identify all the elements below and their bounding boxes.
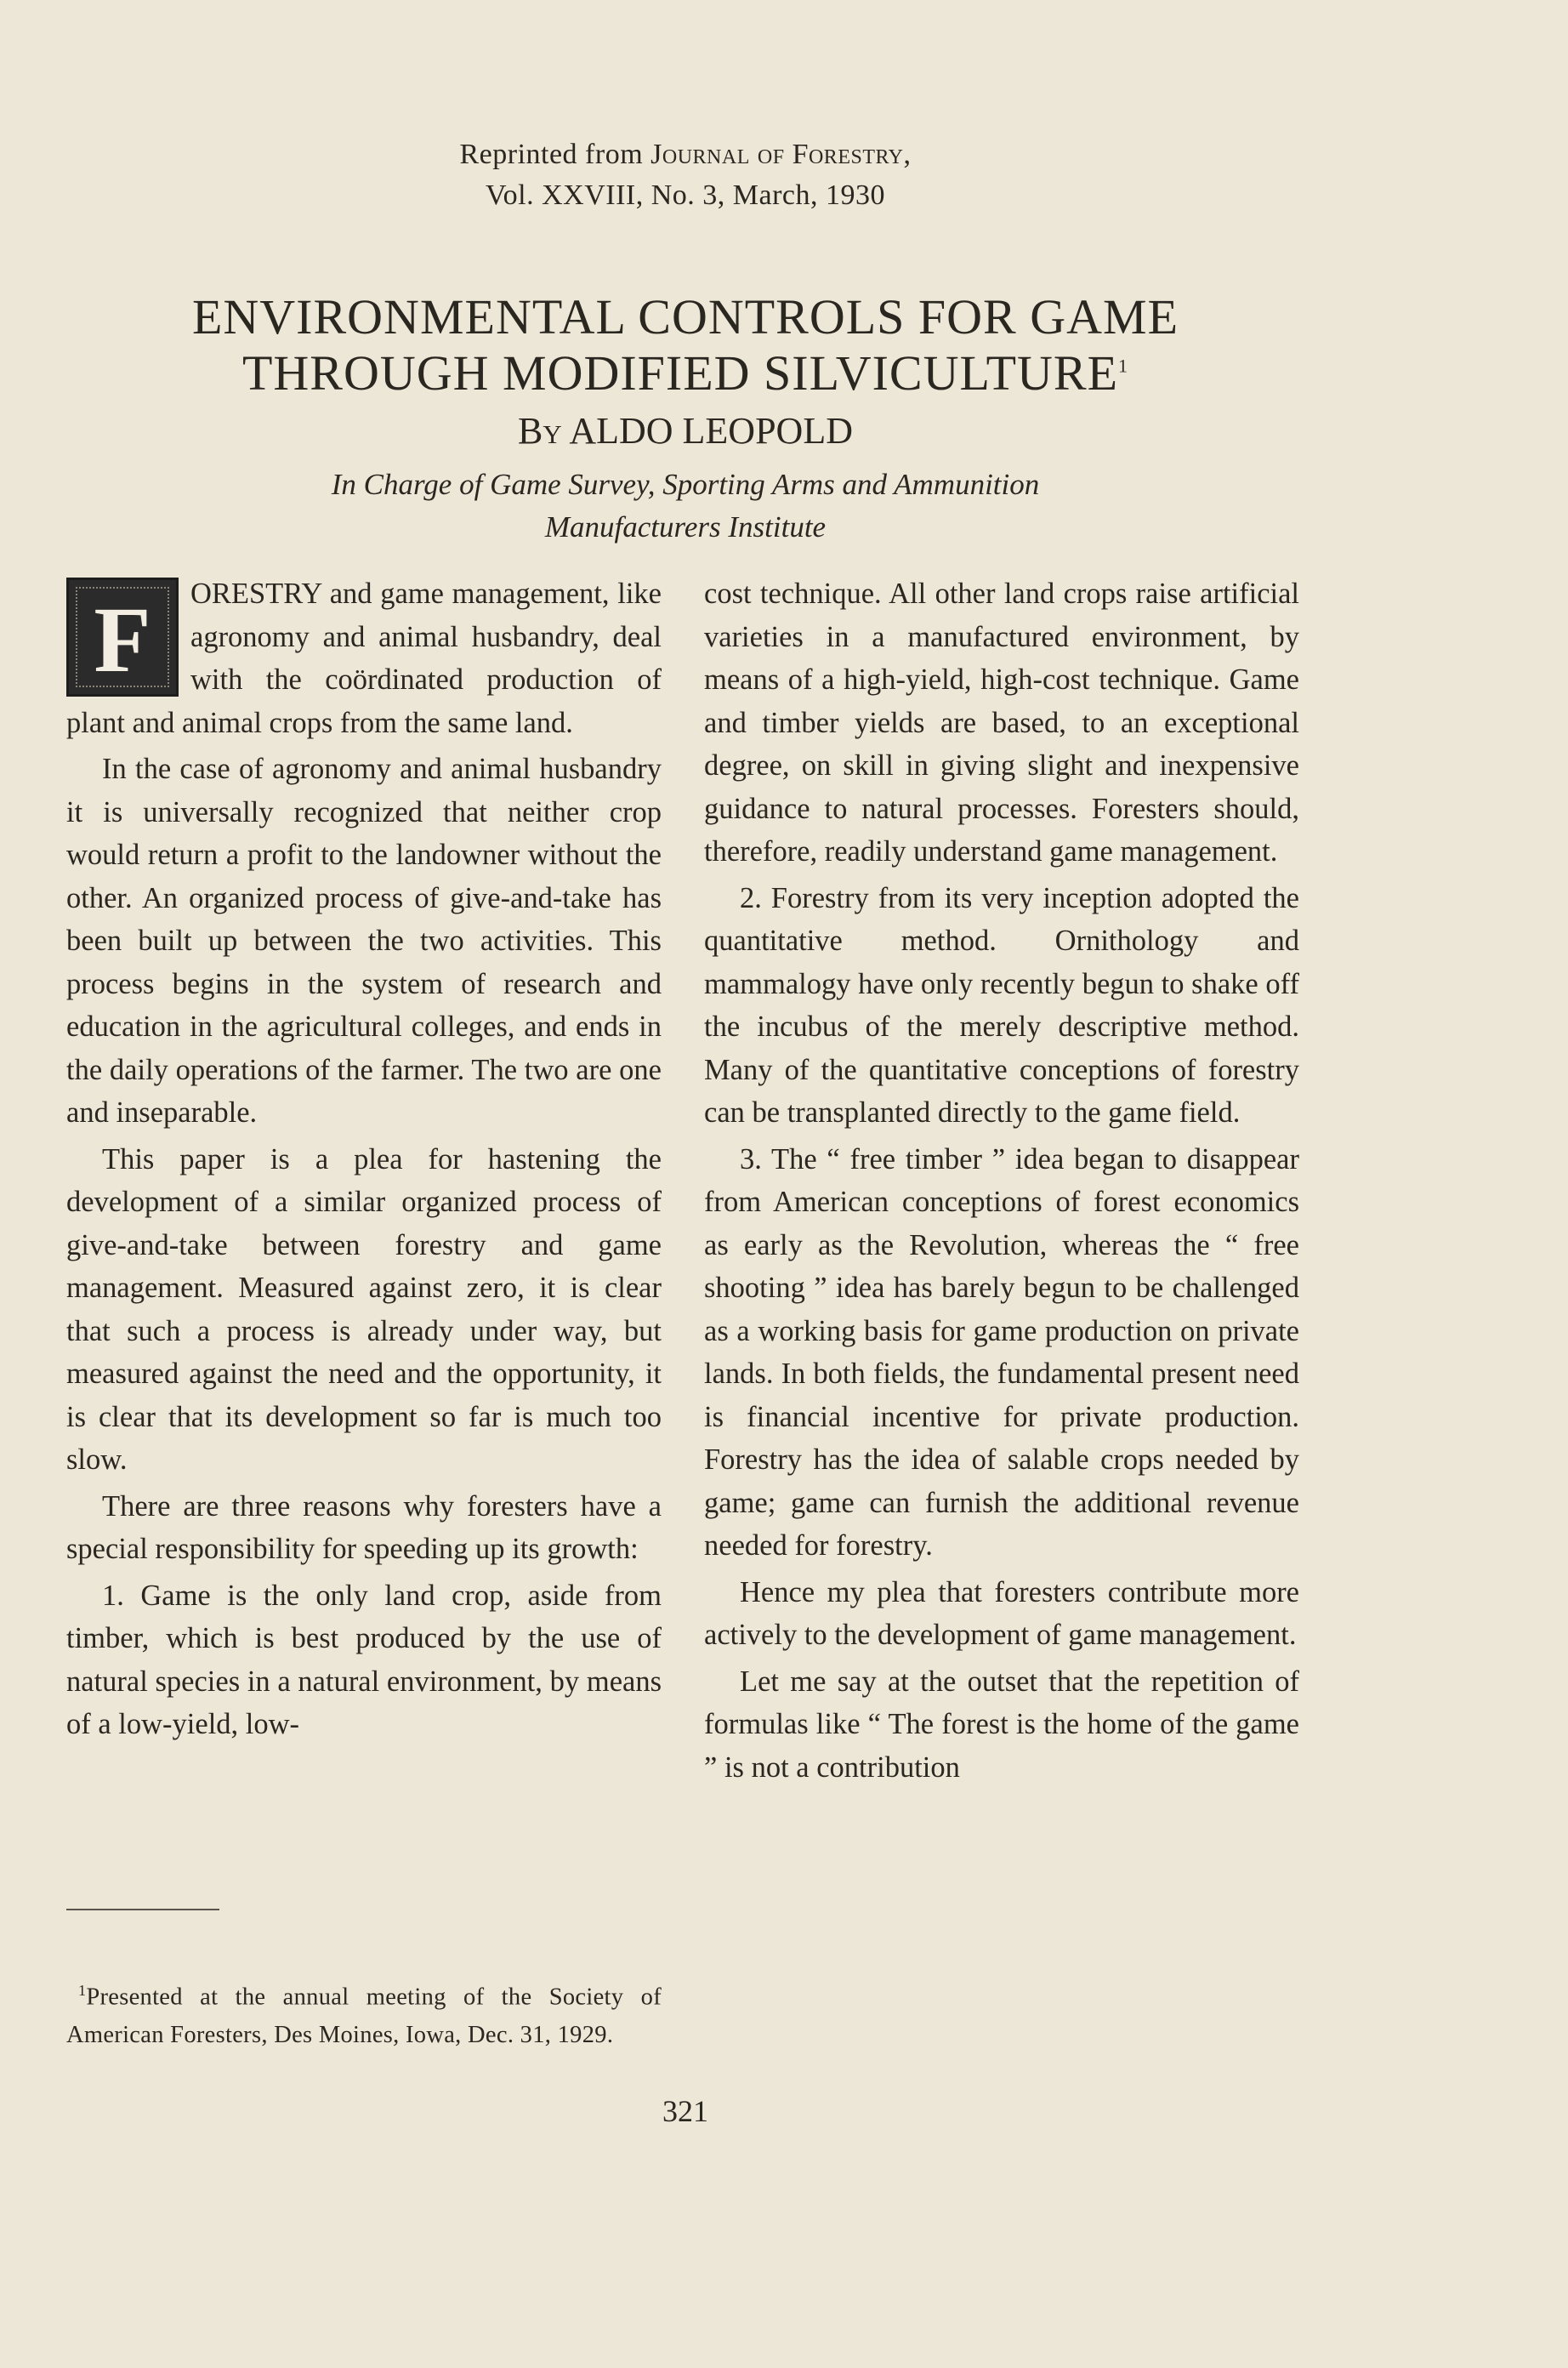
- left-column: [66, 572, 662, 1746]
- paragraph: There are three reasons why foresters have a special responsibility for speeding up its growth:: [66, 1489, 662, 1565]
- page-number: 321: [662, 2094, 708, 2128]
- byline-prefix: By: [518, 410, 562, 452]
- paragraph: 3. The “ free timber ” idea began to disappear from American conceptions of forest economics as early as the Revolution, whereas the “ free shooting ” idea has barely begun to be challenged as a working basis for game production on private lands. In both fields, the fundamental present need is financial incentive for private production. Forestry has the idea of salable crops needed by game; game can furnish the additional revenue needed for forestry.: [704, 1142, 1299, 1562]
- footnote-marker: 1: [78, 1982, 87, 1999]
- footnote-text: Presented at the annual meeting of the Society of American Foresters, Des Moines, Iowa, Dec. 31, 1929.: [66, 1984, 662, 2048]
- paragraph: 1. Game is the only land crop, aside from timber, which is best produced by the use of natural species in a natural environment, by means of a low-yield, low-: [66, 1579, 662, 1740]
- reprint-line-1: Reprinted from Journal of Forestry,: [459, 139, 912, 170]
- title-line-2: THROUGH MODIFIED SILVICULTURE$^1$: [241, 345, 1129, 401]
- author-name: ALDO LEOPOLD: [569, 410, 853, 452]
- byline: [0, 408, 1371, 454]
- article-title: [153, 289, 1218, 401]
- reprint-line-2: Vol. XXVIII, No. 3, March, 1930: [485, 179, 886, 211]
- paragraph: ORESTRY and game management, like agronomy and animal husbandry, deal with the coördinated production of plant and animal crops from the same land.: [66, 578, 662, 739]
- title-line-1: ENVIRONMENTAL CONTROLS FOR GAME: [191, 289, 1179, 344]
- footnote: [66, 1972, 662, 2054]
- paragraph: This paper is a plea for hastening the development of a similar organized process of give-and-take between forestry and game management. Measured against zero, it is clear that such a process is already under way, but measured against the need and the opportunity, it is clear that its development so far is much too slow.: [66, 1142, 662, 1476]
- right-column: [704, 572, 1299, 1789]
- paragraph: Hence my plea that foresters contribute more actively to the development of game management.: [704, 1575, 1299, 1651]
- title-footnote-marker: 1: [1118, 355, 1129, 377]
- journal-name: Journal of Forestry,: [650, 139, 912, 170]
- paragraph: Let me say at the outset that the repetition of formulas like “ The forest is the home of the game ” is not a contribution: [704, 1665, 1299, 1784]
- drop-cap-ornament: [66, 578, 179, 697]
- paragraph: 2. Forestry from its very inception adopted the quantitative method. Ornithology and mammalogy have only recently begun to shake off the incubus of the merely descriptive method. Many of the quantitative conceptions of forestry can be transplanted directly to the game field.: [704, 881, 1299, 1129]
- paragraph: In the case of agronomy and animal husbandry it is universally recognized that neither crop would return a profit to the landowner without the other. An organized process of give-and-take has been built up between the two activities. This process begins in the system of research and education in the agricultural colleges, and ends in the daily operations of the farmer. The two are one and inseparable.: [66, 753, 662, 1129]
- footnote-divider: [66, 1909, 219, 1910]
- reprint-notice: [0, 134, 1371, 216]
- drop-cap-letter: F: [94, 588, 151, 692]
- author-affiliation: In Charge of Game Survey, Sporting Arms and Ammunition Manufacturers Institute: [331, 468, 1040, 544]
- paragraph: cost technique. All other land crops raise artificial varieties in a manufactured environment, by means of a high-yield, high-cost technique. Game and timber yields are based, to an exceptional degree, on skill in giving slight and inexpensive guidance to natural processes. Foresters should, therefore, readily understand game management.: [704, 578, 1299, 868]
